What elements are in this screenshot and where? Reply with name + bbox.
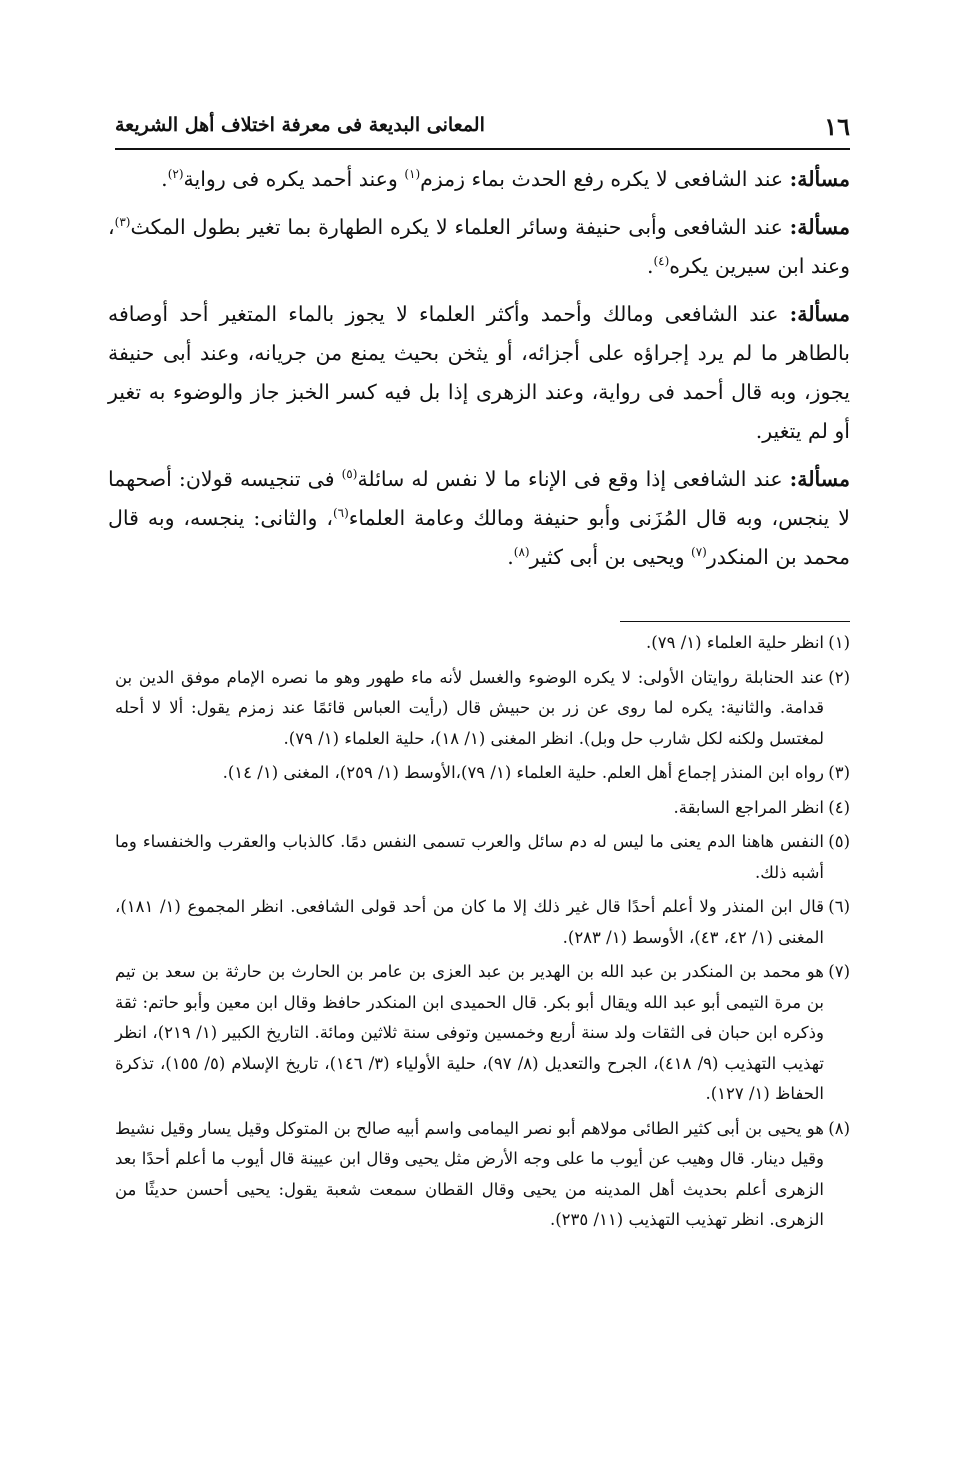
footnote <box>115 957 850 1110</box>
footnote-text: هو محمد بن المنكدر بن عبد الله بن الهدير بن عبد العزى بن عامر بن الحارث بن حارثة بن سعد بن تيم بن مرة التيمى أبو عبد الله ويقال أبو بكر. قال الحميدى ابن المنكدر حافظ وقال ابن معين وأبو حاتم: ثقة وذكره ابن حبان فى الثقات ولد سنة أربع وخمسين وتوفى سنة ثلاثين ومائة. التاريخ الكبير (١/ ٢١٩)، انظر تهذيب التهذيب (٩/ ٤١٨)، الجرح والتعديل (٨/ ٩٧)، حلية الأولياء (٣/ ١٤٦)، تاريخ الإسلام (٥/ ١٥٥)، تذكرة الحفاظ (١/ ١٢٧). <box>115 962 824 1103</box>
footnote-ref: (٢) <box>167 167 184 182</box>
footnote-number: (١) <box>828 633 850 652</box>
footnote-text: قال ابن المنذر ولا أعلم أحدًا قال غير ذلك إلا ما كان من أحد قولى الشافعى. انظر المجموع (١/ ١٨١)، المغنى (١/ ٤٢، ٤٣)، الأوسط (١/ ٢٨٣). <box>115 897 824 947</box>
footnote-text: هو يحيى بن أبى كثير الطائى مولاهم أبو نصر اليمامى واسم أبيه صالح بن المتوكل وقيل يسار وقيل نشيط وقيل دينار. قال وهيب عن أيوب ما على وجه الأرض مثل يحيى وقال ابن عيينة قال أيوب ما أعلم أحدًا بعد الزهرى أعلم بحديث أهل المدينه من يحيى وقال القطان سمعت شعبة يقول: يحيى أحسن حديثًا من الزهرى. انظر تهذيب التهذيب (١١/ ٢٣٥). <box>115 1118 824 1229</box>
masala-3: مسألة: عند الشافعى ومالك وأحمد وأكثر العلماء لا يجوز بالماء المتغير أحد أوصافه بالطاهر ما لم يرد إجراؤه على أجزائه، أو يثخن بحيث يمنع من جريانه، وعند أبى حنيفة يجوز، وبه قال أحمد فى رواية، وعند الزهرى إذا بل فيه كسر الخبز جاز والوضوء به تغير أو لم يتغير. <box>108 302 850 443</box>
masala-2: مسألة: عند الشافعى وأبى حنيفة وسائر العلماء لا يكره الطهارة بما تغير بطول المكث$^{(٣)}$، وعند ابن سيرين يكره$^{(٤)}$. <box>108 215 850 278</box>
footnote-number: (٧) <box>828 962 850 981</box>
footnote-ref: (٨) <box>513 545 530 560</box>
footnote-ref: (٧) <box>691 545 707 560</box>
footnote-text: رواه ابن المنذر إجماع أهل العلم. حلية العلماء (١/ ٧٩)،الأوسط (١/ ٢٥٩)، المغنى (١/ ١٤). <box>222 763 824 782</box>
footnote-number: (٥) <box>828 832 850 851</box>
footnote-number: (٢) <box>828 667 850 687</box>
footnote-number: (٨) <box>828 1118 850 1138</box>
footnote <box>115 827 850 888</box>
footnote-ref: (٥) <box>341 467 358 482</box>
footnote-divider <box>620 621 850 622</box>
page-header <box>115 110 850 146</box>
header-divider <box>115 148 850 150</box>
footnote-ref: (٣) <box>114 215 131 230</box>
footnote-text: انظر المراجع السابقة. <box>673 797 824 817</box>
footnote <box>115 892 850 953</box>
footnotes <box>115 628 850 1240</box>
masala-label: مسألة: <box>789 302 850 326</box>
masala-label: مسألة: <box>789 167 850 191</box>
masala-1: مسألة: عند الشافعى لا يكره رفع الحدث بماء زمزم$^{(١)}$ وعند أحمد يكره فى رواية$^{(٢)}$. <box>161 167 850 191</box>
footnote-number: (٤) <box>828 797 850 817</box>
main-text <box>108 160 850 586</box>
footnote-ref: (١) <box>404 167 421 182</box>
footnote-text: عند الحنابلة روايتان الأولى: لا يكره الوضوء والغسل لأنه ماء طهور وهو ما نصره الإمام موفق الدين بن قدامة. والثانية: يكره لما روى عن زر بن حبيش قال (رأيت العباس قائمًا عند زمزم يقول: ألا لا أحله لمغتسل ولكنه لكل شارب حل وبل). انظر المغنى (١/ ١٨)، حلية العلماء (١/ ٧٩). <box>115 667 824 748</box>
page-number: ١٦ <box>824 112 850 141</box>
footnote-text: النفس هاهنا الدم يعنى ما ليس له دم سائل والعرب تسمى النفس دمًا. كالذباب والعقرب والخنفساء وما أشبه ذلك. <box>115 832 824 882</box>
footnote-text: انظر حلية العلماء (١/ ٧٩). <box>646 633 824 652</box>
footnote-ref: (٤) <box>653 254 670 269</box>
masala-4: مسألة: عند الشافعى إذا وقع فى الإناء ما لا نفس له سائلة$^{(٥)}$ فى تنجيسه قولان: أصحهما لا ينجس، وبه قال المُزَنى وأبو حنيفة ومالك وعامة العلماء$^{(٦)}$، والثانى: ينجسه، وبه قال محمد بن المنكدر$^{(٧)}$ ويحيى بن أبى كثير$^{(٨)}$. <box>108 467 850 569</box>
footnote <box>115 793 850 824</box>
masala-label: مسألة: <box>789 467 850 491</box>
running-title: المعانى البديعة فى معرفة اختلاف أهل الشريعة <box>115 114 485 136</box>
footnote <box>115 758 850 789</box>
footnote <box>115 1114 850 1236</box>
footnote <box>115 663 850 755</box>
footnote <box>115 628 850 659</box>
masala-label: مسألة: <box>789 215 850 239</box>
footnote-ref: (٦) <box>332 506 349 521</box>
footnote-number: (٦) <box>828 897 850 916</box>
footnote-number: (٣) <box>828 763 850 782</box>
